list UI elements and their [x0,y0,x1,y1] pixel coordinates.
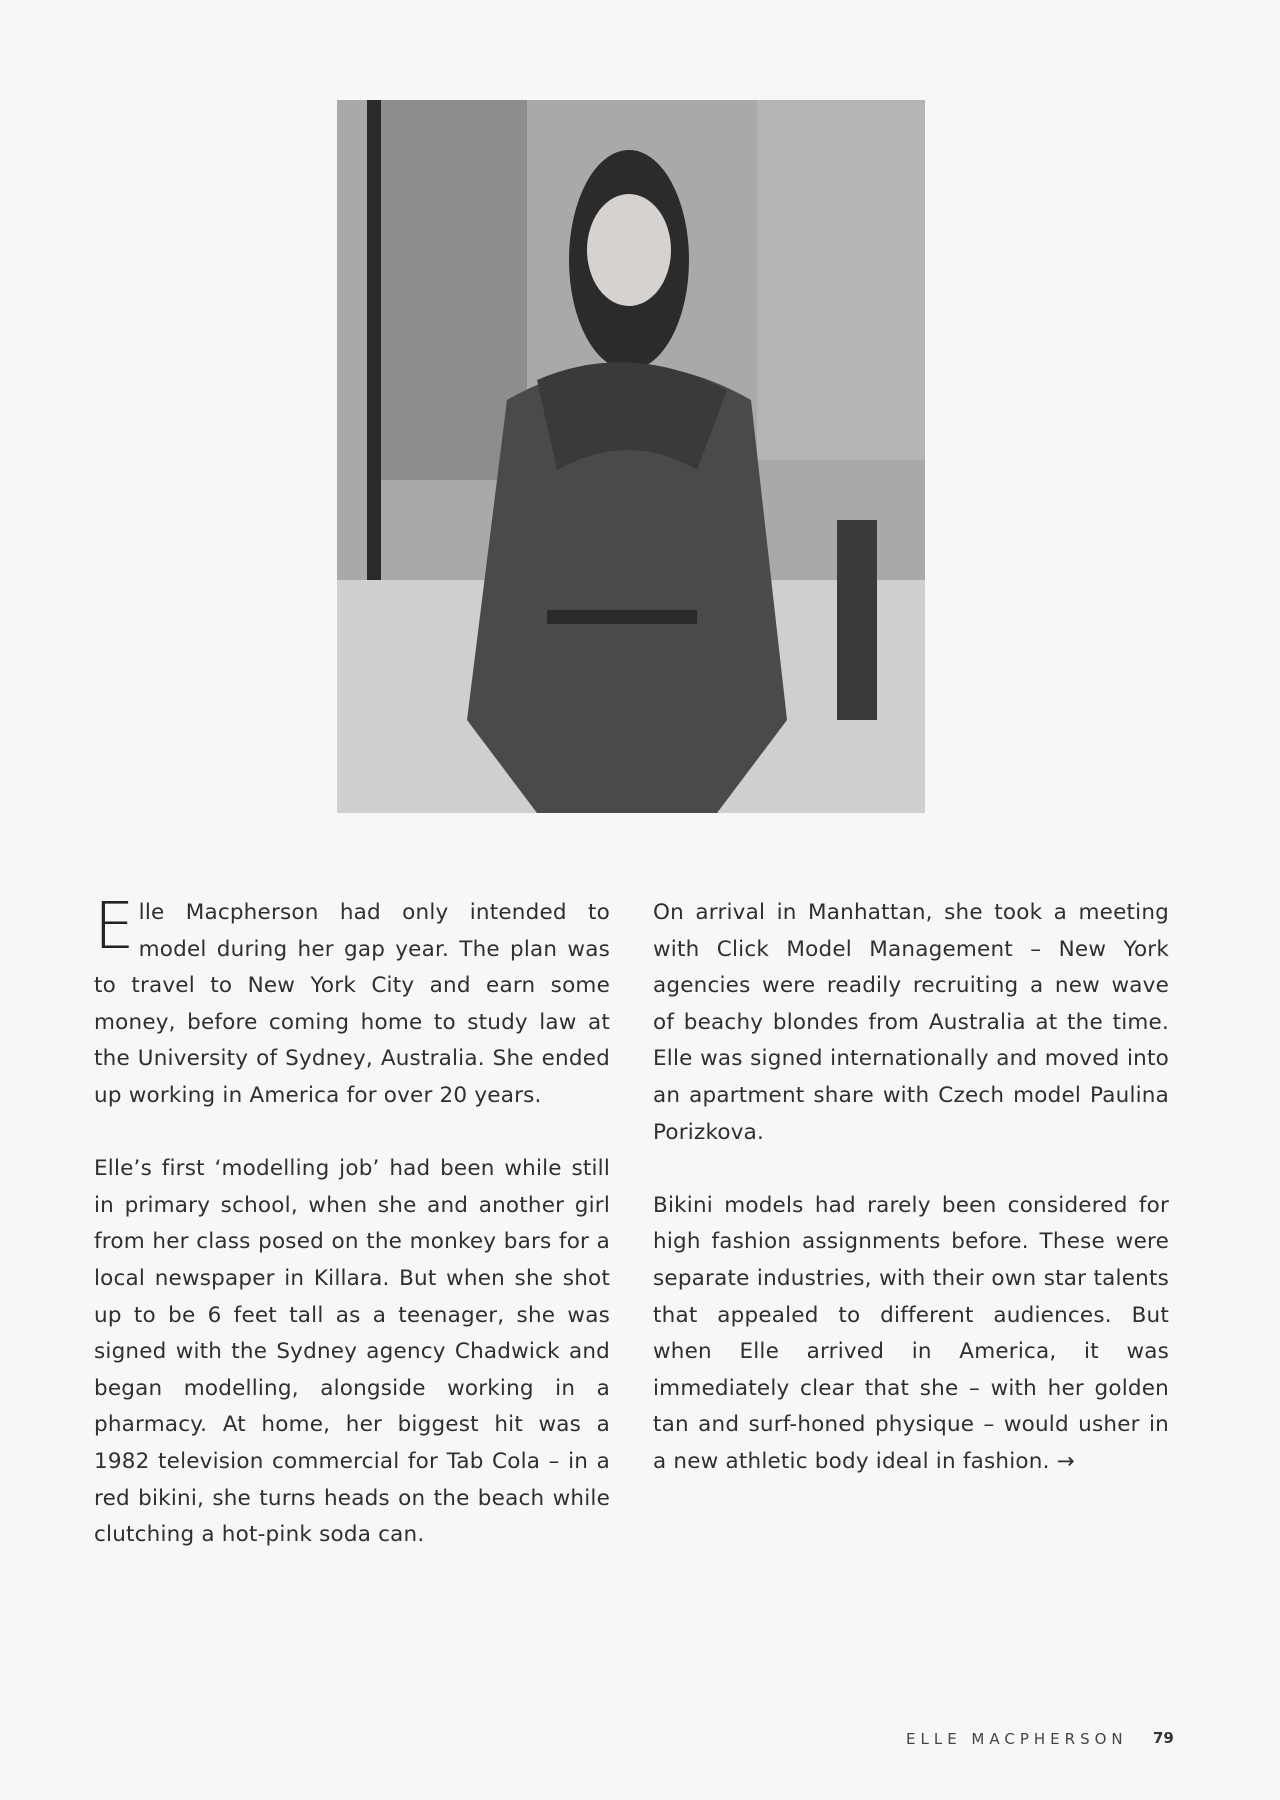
article-right-column [653,895,1169,1517]
running-title: ELLE MACPHERSON [906,1730,1128,1748]
article-paragraph: Elle Macpherson had only intended to model during her gap year. The plan was to travel to New York City and earn some money, before coming home to study law at the University of Sydney, Australia. She ended up working in America for over 20 years. [94,890,610,1108]
article-paragraph: Bikini models had rarely been considered for high fashion assignments before. These were separate industries, with their own star talents that appealed to different audiences. But when Elle arrived in America, it was immediately clear that she – with her golden tan and surf-honed physique – would usher in a new athletic body ideal in fashion. → [653,1192,1169,1474]
photo-elle-macpherson-street [337,100,925,813]
continue-arrow-icon: → [1056,1448,1075,1474]
page-number: 79 [1153,1729,1174,1747]
drop-cap: E [94,890,135,964]
article-paragraph: Elle’s first ‘modelling job’ had been while still in primary school, when she and another girl from her class posed on the monkey bars for a local newspaper in Killara. But when she shot up to be 6 feet tall as a teenager, she was signed with the Sydney agency Chadwick and began modelling, alongside working in a pharmacy. At home, her biggest hit was a 1982 television commercial for Tab Cola – in a red bikini, she turns heads on the beach while clutching a hot-pink soda can. [94,1156,610,1548]
article-paragraph: On arrival in Manhattan, she took a meeting with Click Model Management – New York agencies were readily recruiting a new wave of beachy blondes from Australia at the time. Elle was signed internationally and moved into an apartment share with Czech model Paulina Porizkova. [653,900,1169,1145]
article-left-column [94,890,610,1590]
